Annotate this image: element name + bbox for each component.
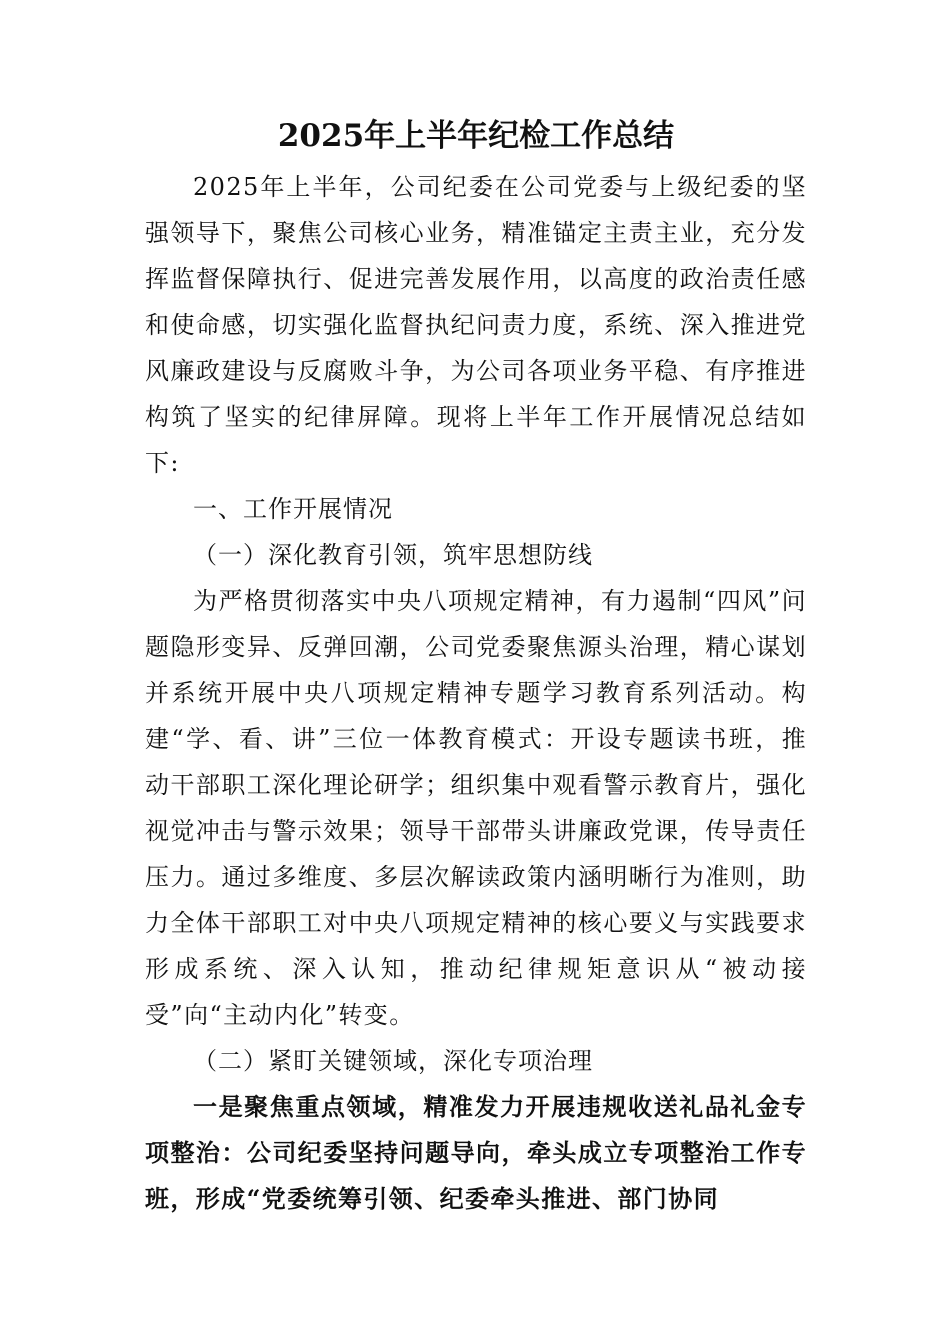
document-title: 2025年上半年纪检工作总结 bbox=[277, 118, 675, 154]
subsection-1-body: 为严格贯彻落实中央八项规定精神，有力遏制“四风”问题隐形变异、反弹回潮，公司党委聚焦源头治理，精心谋划并系统开展中央八项规定精神专题学习教育系列活动。构建“学、看、讲”三位一体教育模式：开设专题读书班，推动干部职工深化理论研学；组织集中观看警示教育片，强化视觉冲击与警示效果；领导干部带头讲廉政党课，传导责任压力。通过多维度、多层次解读政策内涵明晰行为准则，助力全体干部职工对中央八项规定精神的核心要义与实践要求形成系统、深入认知，推动纪律规矩意识从“被动接受”向“主动内化”转变。 bbox=[145, 587, 807, 1029]
subsection-heading-1: （一）深化教育引领，筑牢思想防线 bbox=[193, 541, 593, 569]
subsection-heading-2: （二）紧盯关键领域，深化专项治理 bbox=[193, 1047, 593, 1075]
subsection-2-bold-paragraph: 一是聚焦重点领域，精准发力开展违规收送礼品礼金专项整治：公司纪委坚持问题导向，牵头成立专项整治工作专班，形成“党委统筹引领、纪委牵头推进、部门协同 bbox=[145, 1092, 807, 1213]
intro-paragraph: 2025年上半年，公司纪委在公司党委与上级纪委的坚强领导下，聚焦公司核心业务，精准锚定主责主业，充分发挥监督保障执行、促进完善发展作用，以高度的政治责任感和使命感，切实强化监督执纪问责力度，系统、深入推进党风廉政建设与反腐败斗争，为公司各项业务平稳、有序推进构筑了坚实的纪律屏障。现将上半年工作开展情况总结如下: bbox=[145, 173, 807, 477]
section-heading-1: 一、工作开展情况 bbox=[193, 495, 393, 523]
document-page bbox=[145, 112, 807, 1222]
